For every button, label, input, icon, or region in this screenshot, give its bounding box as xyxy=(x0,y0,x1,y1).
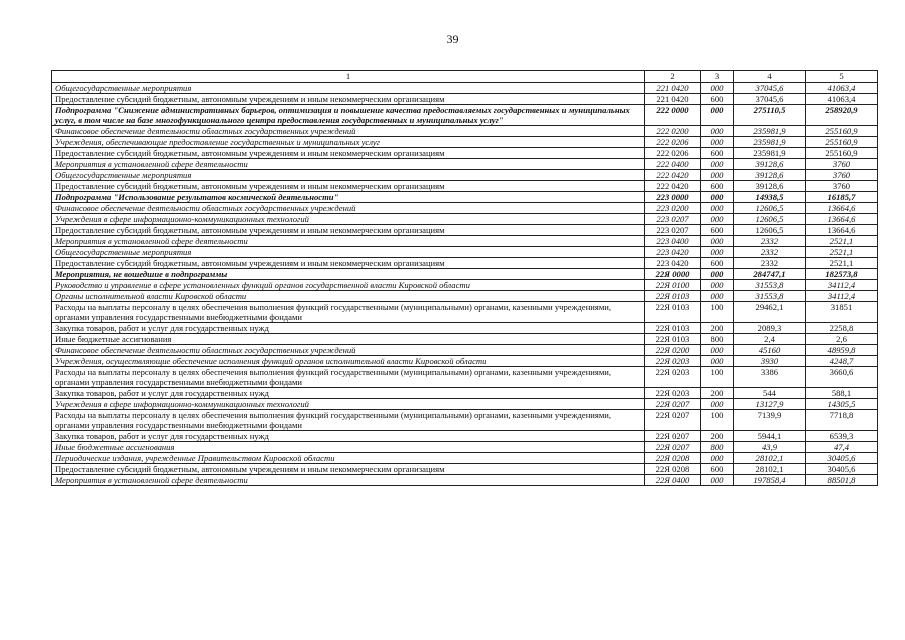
row-code-cell: 22Я 0200 xyxy=(645,345,701,356)
table-row xyxy=(52,192,878,203)
row-type-cell: 000 xyxy=(701,247,734,258)
row-value-col5: 30405,6 xyxy=(806,464,878,475)
row-value-col4: 43,9 xyxy=(734,442,806,453)
row-value-col5: 6539,3 xyxy=(806,431,878,442)
row-code-cell: 222 0206 xyxy=(645,137,701,148)
table-row xyxy=(52,83,878,94)
row-name-cell: Иные бюджетные ассигнования xyxy=(52,442,645,453)
table-row xyxy=(52,269,878,280)
row-code-cell: 22Я 0103 xyxy=(645,302,701,323)
row-value-col4: 39128,6 xyxy=(734,170,806,181)
row-type-cell: 100 xyxy=(701,410,734,431)
row-value-col5: 13664,6 xyxy=(806,214,878,225)
row-name-cell: Органы исполнительной власти Кировской области xyxy=(52,291,645,302)
row-type-cell: 000 xyxy=(701,453,734,464)
header-col-4: 4 xyxy=(734,71,806,83)
row-value-col4: 3386 xyxy=(734,367,806,388)
table-row xyxy=(52,137,878,148)
row-code-cell: 223 0420 xyxy=(645,247,701,258)
table-row xyxy=(52,323,878,334)
row-name-cell: Учреждения в сфере информационно-коммуникационных технологий xyxy=(52,214,645,225)
table-row xyxy=(52,258,878,269)
table-row xyxy=(52,126,878,137)
table-row xyxy=(52,442,878,453)
row-type-cell: 000 xyxy=(701,137,734,148)
table-row xyxy=(52,410,878,431)
row-type-cell: 600 xyxy=(701,225,734,236)
table-row xyxy=(52,105,878,126)
row-value-col5: 3760 xyxy=(806,181,878,192)
row-value-col4: 13127,9 xyxy=(734,399,806,410)
row-code-cell: 222 0420 xyxy=(645,170,701,181)
row-code-cell: 22Я 0203 xyxy=(645,367,701,388)
row-code-cell: 223 0207 xyxy=(645,225,701,236)
row-code-cell: 223 0200 xyxy=(645,203,701,214)
row-name-cell: Закупка товаров, работ и услуг для государственных нужд xyxy=(52,431,645,442)
row-code-cell: 222 0420 xyxy=(645,181,701,192)
row-value-col4: 37045,6 xyxy=(734,94,806,105)
row-value-col4: 235981,9 xyxy=(734,148,806,159)
table-row xyxy=(52,356,878,367)
row-code-cell: 22Я 0203 xyxy=(645,356,701,367)
row-name-cell: Периодические издания, учрежденные Правительством Кировской области xyxy=(52,453,645,464)
row-name-cell: Учреждения, осуществляющие обеспечение исполнения функций органов исполнительной власти Кировской области xyxy=(52,356,645,367)
row-value-col5: 88501,8 xyxy=(806,475,878,486)
row-type-cell: 600 xyxy=(701,464,734,475)
row-name-cell: Расходы на выплаты персоналу в целях обеспечения выполнения функций государственными (муниципальными) органами, казенными учреждениями, органами управления государственными внебюджетными фондами xyxy=(52,367,645,388)
table-row xyxy=(52,214,878,225)
header-col-3: 3 xyxy=(701,71,734,83)
row-value-col4: 2332 xyxy=(734,236,806,247)
row-type-cell: 000 xyxy=(701,269,734,280)
row-name-cell: Общегосударственные мероприятия xyxy=(52,83,645,94)
row-value-col4: 2332 xyxy=(734,258,806,269)
row-code-cell: 222 0206 xyxy=(645,148,701,159)
row-name-cell: Подпрограмма "Использование результатов космической деятельности" xyxy=(52,192,645,203)
row-code-cell: 223 0420 xyxy=(645,258,701,269)
row-code-cell: 22Я 0208 xyxy=(645,464,701,475)
row-value-col4: 3930 xyxy=(734,356,806,367)
table-row xyxy=(52,280,878,291)
row-value-col4: 37045,6 xyxy=(734,83,806,94)
row-type-cell: 200 xyxy=(701,323,734,334)
row-name-cell: Мероприятия в установленной сфере деятельности xyxy=(52,475,645,486)
row-name-cell: Предоставление субсидий бюджетным, автономным учреждениям и иным некоммерческим организациям xyxy=(52,148,645,159)
table-row xyxy=(52,345,878,356)
table-row xyxy=(52,399,878,410)
row-type-cell: 200 xyxy=(701,431,734,442)
row-value-col5: 2258,8 xyxy=(806,323,878,334)
row-value-col5: 47,4 xyxy=(806,442,878,453)
row-name-cell: Расходы на выплаты персоналу в целях обеспечения выполнения функций государственными (муниципальными) органами, казенными учреждениями, органами управления государственными внебюджетными фондами xyxy=(52,410,645,431)
row-type-cell: 000 xyxy=(701,105,734,126)
row-value-col5: 255160,9 xyxy=(806,126,878,137)
row-name-cell: Финансовое обеспечение деятельности областных государственных учреждений xyxy=(52,126,645,137)
row-value-col5: 4248,7 xyxy=(806,356,878,367)
table-row xyxy=(52,181,878,192)
row-value-col5: 3660,6 xyxy=(806,367,878,388)
budget-table xyxy=(51,70,878,486)
row-value-col5: 31851 xyxy=(806,302,878,323)
row-value-col5: 2521,1 xyxy=(806,258,878,269)
row-type-cell: 000 xyxy=(701,291,734,302)
header-col-5: 5 xyxy=(806,71,878,83)
row-value-col4: 14938,5 xyxy=(734,192,806,203)
row-value-col5: 16185,7 xyxy=(806,192,878,203)
table-row xyxy=(52,225,878,236)
table-row xyxy=(52,148,878,159)
header-col-1: 1 xyxy=(52,71,645,83)
row-value-col4: 284747,1 xyxy=(734,269,806,280)
row-name-cell: Закупка товаров, работ и услуг для государственных нужд xyxy=(52,388,645,399)
table-row xyxy=(52,291,878,302)
row-name-cell: Предоставление субсидий бюджетным, автономным учреждениям и иным некоммерческим организациям xyxy=(52,94,645,105)
row-code-cell: 22Я 0207 xyxy=(645,399,701,410)
row-value-col4: 544 xyxy=(734,388,806,399)
table-row xyxy=(52,302,878,323)
row-type-cell: 000 xyxy=(701,356,734,367)
header-col-2: 2 xyxy=(645,71,701,83)
row-value-col4: 29462,1 xyxy=(734,302,806,323)
row-name-cell: Мероприятия в установленной сфере деятельности xyxy=(52,236,645,247)
row-code-cell: 221 0420 xyxy=(645,94,701,105)
table-row xyxy=(52,203,878,214)
row-code-cell: 223 0000 xyxy=(645,192,701,203)
row-type-cell: 000 xyxy=(701,83,734,94)
row-value-col4: 39128,6 xyxy=(734,159,806,170)
row-type-cell: 000 xyxy=(701,236,734,247)
row-value-col5: 30405,6 xyxy=(806,453,878,464)
row-value-col4: 235981,9 xyxy=(734,137,806,148)
row-type-cell: 100 xyxy=(701,302,734,323)
row-name-cell: Расходы на выплаты персоналу в целях обеспечения выполнения функций государственными (муниципальными) органами, казенными учреждениями, органами управления государственными внебюджетными фондами xyxy=(52,302,645,323)
row-code-cell: 223 0207 xyxy=(645,214,701,225)
row-value-col4: 31553,8 xyxy=(734,291,806,302)
row-code-cell: 22Я 0207 xyxy=(645,442,701,453)
row-value-col5: 14305,5 xyxy=(806,399,878,410)
row-value-col4: 31553,8 xyxy=(734,280,806,291)
row-code-cell: 22Я 0203 xyxy=(645,388,701,399)
row-value-col4: 12606,5 xyxy=(734,214,806,225)
row-name-cell: Предоставление субсидий бюджетным, автономным учреждениям и иным некоммерческим организациям xyxy=(52,258,645,269)
row-value-col5: 255160,9 xyxy=(806,148,878,159)
row-type-cell: 000 xyxy=(701,214,734,225)
row-value-col4: 7139,9 xyxy=(734,410,806,431)
row-type-cell: 000 xyxy=(701,159,734,170)
row-type-cell: 600 xyxy=(701,258,734,269)
row-value-col5: 258920,9 xyxy=(806,105,878,126)
row-code-cell: 222 0200 xyxy=(645,126,701,137)
row-name-cell: Мероприятия, не вошедшие в подпрограммы xyxy=(52,269,645,280)
table-row xyxy=(52,475,878,486)
row-value-col5: 3760 xyxy=(806,159,878,170)
table-row xyxy=(52,94,878,105)
row-name-cell: Предоставление субсидий бюджетным, автономным учреждениям и иным некоммерческим организациям xyxy=(52,181,645,192)
table-row xyxy=(52,159,878,170)
row-code-cell: 221 0420 xyxy=(645,83,701,94)
row-value-col4: 28102,1 xyxy=(734,453,806,464)
row-value-col4: 2332 xyxy=(734,247,806,258)
row-name-cell: Руководство и управление в сфере установленных функций органов государственной власти Кировской области xyxy=(52,280,645,291)
row-type-cell: 200 xyxy=(701,388,734,399)
table-row xyxy=(52,388,878,399)
table-header-row xyxy=(52,71,878,83)
row-type-cell: 000 xyxy=(701,280,734,291)
row-name-cell: Учреждения, обеспечивающие предоставление государственных и муниципальных услуг xyxy=(52,137,645,148)
table-row xyxy=(52,247,878,258)
row-type-cell: 600 xyxy=(701,94,734,105)
row-code-cell: 22Я 0103 xyxy=(645,291,701,302)
row-value-col5: 13664,6 xyxy=(806,203,878,214)
row-value-col5: 34112,4 xyxy=(806,280,878,291)
row-name-cell: Общегосударственные мероприятия xyxy=(52,170,645,181)
row-type-cell: 600 xyxy=(701,181,734,192)
row-code-cell: 22Я 0400 xyxy=(645,475,701,486)
table-row xyxy=(52,453,878,464)
row-value-col5: 7718,8 xyxy=(806,410,878,431)
row-value-col5: 2,6 xyxy=(806,334,878,345)
row-value-col4: 5944,1 xyxy=(734,431,806,442)
row-value-col5: 2521,1 xyxy=(806,236,878,247)
table-row xyxy=(52,367,878,388)
row-name-cell: Подпрограмма "Снижение административных барьеров, оптимизация и повышение качества предоставляемых государственных и муниципальных услуг, в том числе на базе многофункционального центра предоставления государственных и муниципальных услуг" xyxy=(52,105,645,126)
row-value-col5: 13664,6 xyxy=(806,225,878,236)
table-row xyxy=(52,431,878,442)
row-code-cell: 22Я 0100 xyxy=(645,280,701,291)
row-name-cell: Учреждения в сфере информационно-коммуникационных технологий xyxy=(52,399,645,410)
table-row xyxy=(52,170,878,181)
row-code-cell: 222 0000 xyxy=(645,105,701,126)
row-value-col5: 41063,4 xyxy=(806,83,878,94)
row-value-col5: 34112,4 xyxy=(806,291,878,302)
row-name-cell: Закупка товаров, работ и услуг для государственных нужд xyxy=(52,323,645,334)
row-code-cell: 22Я 0207 xyxy=(645,431,701,442)
row-value-col5: 588,1 xyxy=(806,388,878,399)
row-code-cell: 22Я 0208 xyxy=(645,453,701,464)
table-row xyxy=(52,236,878,247)
row-type-cell: 000 xyxy=(701,399,734,410)
row-name-cell: Общегосударственные мероприятия xyxy=(52,247,645,258)
row-value-col4: 45160 xyxy=(734,345,806,356)
row-value-col5: 182573,8 xyxy=(806,269,878,280)
row-code-cell: 22Я 0207 xyxy=(645,410,701,431)
table-row xyxy=(52,334,878,345)
row-value-col5: 255160,9 xyxy=(806,137,878,148)
row-type-cell: 800 xyxy=(701,334,734,345)
row-code-cell: 223 0400 xyxy=(645,236,701,247)
row-value-col5: 41063,4 xyxy=(806,94,878,105)
row-code-cell: 22Я 0000 xyxy=(645,269,701,280)
row-value-col4: 197858,4 xyxy=(734,475,806,486)
row-name-cell: Финансовое обеспечение деятельности областных государственных учреждений xyxy=(52,203,645,214)
row-value-col4: 12606,5 xyxy=(734,225,806,236)
row-value-col4: 2089,3 xyxy=(734,323,806,334)
table-body xyxy=(52,83,878,486)
page-number: 39 xyxy=(446,32,459,46)
row-value-col4: 39128,6 xyxy=(734,181,806,192)
row-name-cell: Иные бюджетные ассигнования xyxy=(52,334,645,345)
row-type-cell: 000 xyxy=(701,192,734,203)
row-code-cell: 222 0400 xyxy=(645,159,701,170)
row-type-cell: 000 xyxy=(701,170,734,181)
row-value-col5: 48959,8 xyxy=(806,345,878,356)
row-name-cell: Предоставление субсидий бюджетным, автономным учреждениям и иным некоммерческим организациям xyxy=(52,464,645,475)
row-type-cell: 800 xyxy=(701,442,734,453)
row-value-col5: 2521,1 xyxy=(806,247,878,258)
row-type-cell: 100 xyxy=(701,367,734,388)
row-type-cell: 000 xyxy=(701,126,734,137)
row-name-cell: Финансовое обеспечение деятельности областных государственных учреждений xyxy=(52,345,645,356)
row-value-col5: 3760 xyxy=(806,170,878,181)
row-type-cell: 000 xyxy=(701,345,734,356)
row-type-cell: 000 xyxy=(701,475,734,486)
row-name-cell: Предоставление субсидий бюджетным, автономным учреждениям и иным некоммерческим организациям xyxy=(52,225,645,236)
row-value-col4: 12606,5 xyxy=(734,203,806,214)
row-value-col4: 2,4 xyxy=(734,334,806,345)
row-type-cell: 600 xyxy=(701,148,734,159)
table-row xyxy=(52,464,878,475)
row-code-cell: 22Я 0103 xyxy=(645,323,701,334)
row-type-cell: 000 xyxy=(701,203,734,214)
row-code-cell: 22Я 0103 xyxy=(645,334,701,345)
row-value-col4: 235981,9 xyxy=(734,126,806,137)
row-name-cell: Мероприятия в установленной сфере деятельности xyxy=(52,159,645,170)
row-value-col4: 28102,1 xyxy=(734,464,806,475)
row-value-col4: 275110,5 xyxy=(734,105,806,126)
